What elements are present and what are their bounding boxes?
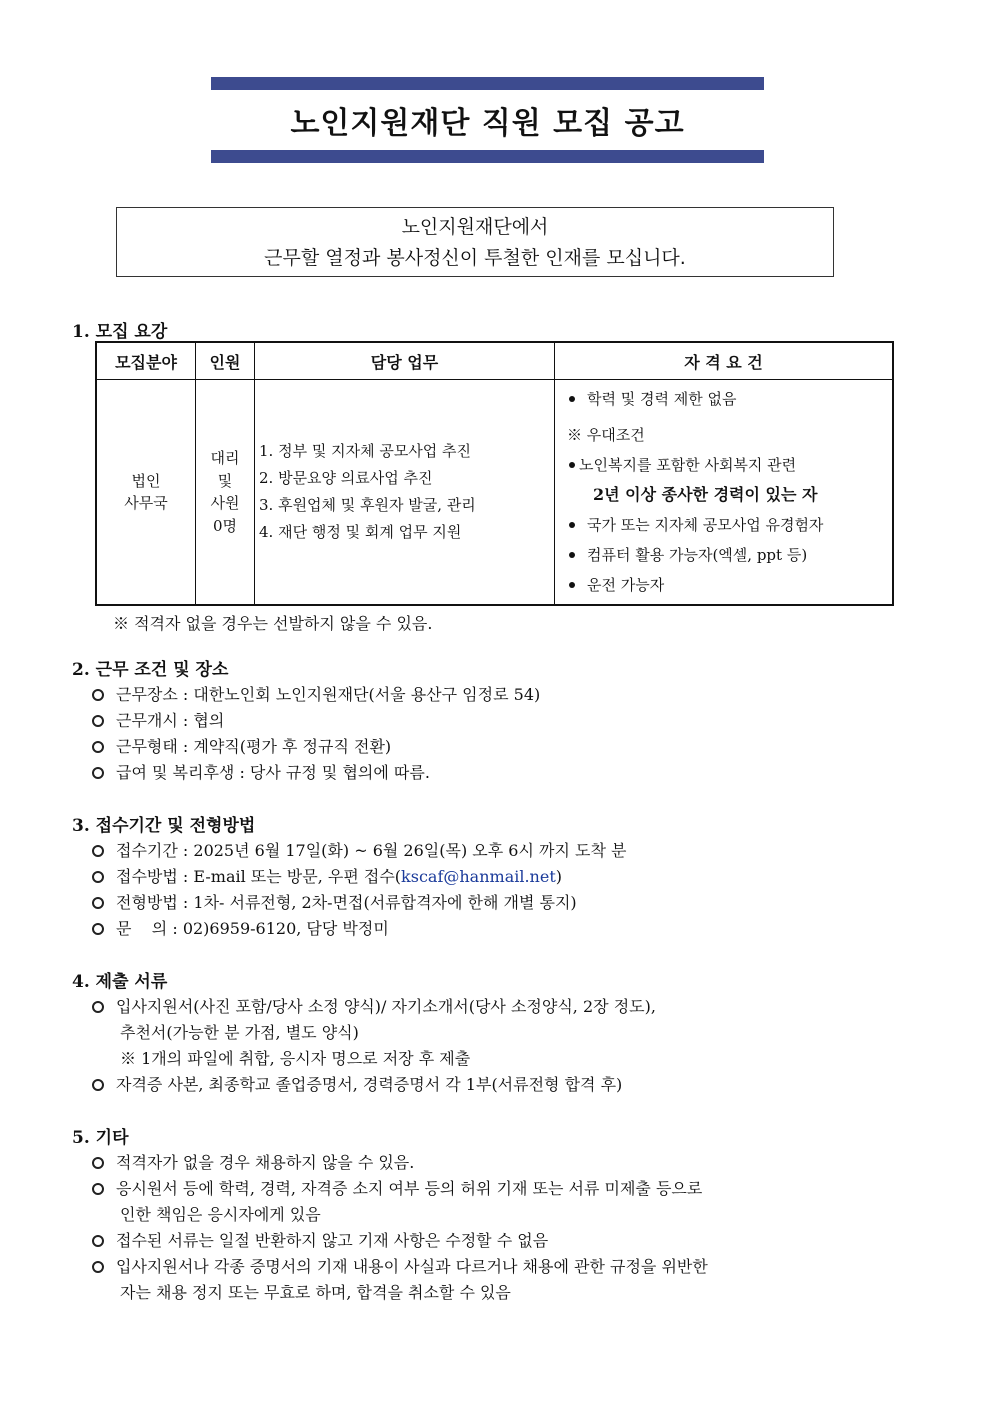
list-item: 근무장소 : 대한노인회 노인지원재단(서울 용산구 임정로 54)	[92, 682, 540, 705]
field-line: 법인	[131, 471, 161, 490]
section-1-heading: 1. 모집 요강	[72, 322, 168, 342]
table-header-row	[96, 342, 893, 380]
circle-bullet-icon	[92, 871, 104, 883]
circle-bullet-icon	[92, 715, 104, 727]
intro-box	[116, 207, 834, 277]
circle-bullet-icon	[92, 1157, 104, 1169]
recruitment-table	[95, 341, 894, 606]
duty-item: 3. 후원업체 및 후원자 발굴, 관리	[259, 496, 476, 514]
qualification-item: 학력 및 경력 제한 없음	[567, 384, 892, 414]
list-item: 자격증 사본, 최종학교 졸업증명서, 경력증명서 각 1부(서류전형 합격 후)	[92, 1072, 622, 1095]
list-item: 문 의 : 02)6959-6120, 담당 박정미	[92, 916, 389, 939]
bullet-icon	[569, 462, 575, 468]
duties-cell	[255, 380, 555, 606]
section-5-heading: 5. 기타	[72, 1128, 129, 1148]
circle-bullet-icon	[92, 767, 104, 779]
bullet-icon	[569, 582, 575, 588]
header-field: 모집분야	[96, 342, 196, 380]
section-1-note: ※ 적격자 없을 경우는 선발하지 않을 수 있음.	[113, 614, 433, 633]
circle-bullet-icon	[92, 689, 104, 701]
headcount-line: 및	[217, 471, 233, 490]
headcount-line: 0명	[212, 516, 238, 535]
list-item: 입사지원서나 각종 증명서의 기재 내용이 사실과 다르거나 채용에 관한 규정을 위반한	[92, 1254, 708, 1277]
duty-item: 4. 재단 행정 및 회계 업무 지원	[259, 523, 462, 541]
intro-line-2: 근무할 열정과 봉사정신이 투철한 인재를 모십니다.	[264, 247, 686, 269]
qualification-item: 운전 가능자	[567, 570, 892, 600]
header-headcount: 인원	[196, 342, 255, 380]
email-link[interactable]: kscaf@hanmail.net	[401, 867, 556, 886]
circle-bullet-icon	[92, 1001, 104, 1013]
list-item: 전형방법 : 1차- 서류전형, 2차-면접(서류합격자에 한해 개별 통지)	[92, 890, 577, 913]
headcount-cell	[196, 380, 255, 606]
headcount-line: 대리	[210, 449, 240, 467]
duty-item: 2. 방문요양 의료사업 추진	[259, 469, 433, 487]
header-duties: 담당 업무	[255, 342, 555, 380]
section-2-heading: 2. 근무 조건 및 장소	[72, 660, 229, 680]
field-cell	[96, 380, 196, 606]
field-line: 사무국	[124, 494, 168, 512]
circle-bullet-icon	[92, 1261, 104, 1273]
section-4-heading: 4. 제출 서류	[72, 972, 168, 992]
qualification-item-emphasis: 2년 이상 종사한 경력이 있는 자	[593, 485, 818, 504]
circle-bullet-icon	[92, 1079, 104, 1091]
circle-bullet-icon	[92, 1183, 104, 1195]
duty-item: 1. 정부 및 지자체 공모사업 추진	[259, 442, 472, 460]
qualifications-cell	[555, 380, 894, 606]
list-item: 접수된 서류는 일절 반환하지 않고 기재 사항은 수정할 수 없음	[92, 1228, 548, 1251]
page-title: 노인지원재단 직원 모집 공고	[290, 106, 685, 141]
list-item-continuation: 자는 채용 정지 또는 무효로 하며, 합격을 취소할 수 있음	[120, 1283, 511, 1302]
qualification-item: 노인복지를 포함한 사회복지 관련	[567, 450, 892, 480]
circle-bullet-icon	[92, 845, 104, 857]
list-item: 응시원서 등에 학력, 경력, 자격증 소지 여부 등의 허위 기재 또는 서류 미제출 등으로	[92, 1176, 702, 1199]
list-item: 입사지원서(사진 포함/당사 소정 양식)/ 자기소개서(당사 소정양식, 2장 정도),	[92, 994, 656, 1017]
list-item-note: ※ 1개의 파일에 취합, 응시자 명으로 저장 후 제출	[120, 1049, 471, 1068]
circle-bullet-icon	[92, 741, 104, 753]
list-item: 근무개시 : 협의	[92, 708, 224, 731]
list-item: 급여 및 복리후생 : 당사 규정 및 협의에 따름.	[92, 760, 430, 783]
preferred-heading: ※ 우대조건	[567, 426, 645, 444]
qualification-item: 컴퓨터 활용 가능자(엑셀, ppt 등)	[567, 540, 892, 570]
list-item-continuation: 인한 책임은 응시자에게 있음	[120, 1205, 321, 1224]
circle-bullet-icon	[92, 1235, 104, 1247]
list-item-continuation: 추천서(가능한 분 가점, 별도 양식)	[120, 1023, 359, 1042]
bullet-icon	[569, 552, 575, 558]
list-item: 적격자가 없을 경우 채용하지 않을 수 있음.	[92, 1150, 414, 1173]
title-bar-bottom	[211, 150, 764, 163]
list-item: 접수방법 : E-mail 또는 방문, 우편 접수(kscaf@hanmail.net)	[92, 864, 562, 887]
bullet-icon	[569, 522, 575, 528]
list-item: 접수기간 : 2025년 6월 17일(화) ~ 6월 26일(목) 오후 6시 까지 도착 분	[92, 838, 626, 861]
title-bar-top	[211, 77, 764, 90]
headcount-line: 사원	[210, 494, 240, 512]
circle-bullet-icon	[92, 923, 104, 935]
table-row	[96, 380, 893, 606]
circle-bullet-icon	[92, 897, 104, 909]
list-item: 근무형태 : 계약직(평가 후 정규직 전환)	[92, 734, 391, 757]
qualification-item: 국가 또는 지자체 공모사업 유경험자	[567, 510, 892, 540]
section-3-heading: 3. 접수기간 및 전형방법	[72, 816, 256, 836]
intro-line-1: 노인지원재단에서	[401, 216, 549, 238]
bullet-icon	[569, 396, 575, 402]
header-qualifications: 자 격 요 건	[555, 342, 894, 380]
